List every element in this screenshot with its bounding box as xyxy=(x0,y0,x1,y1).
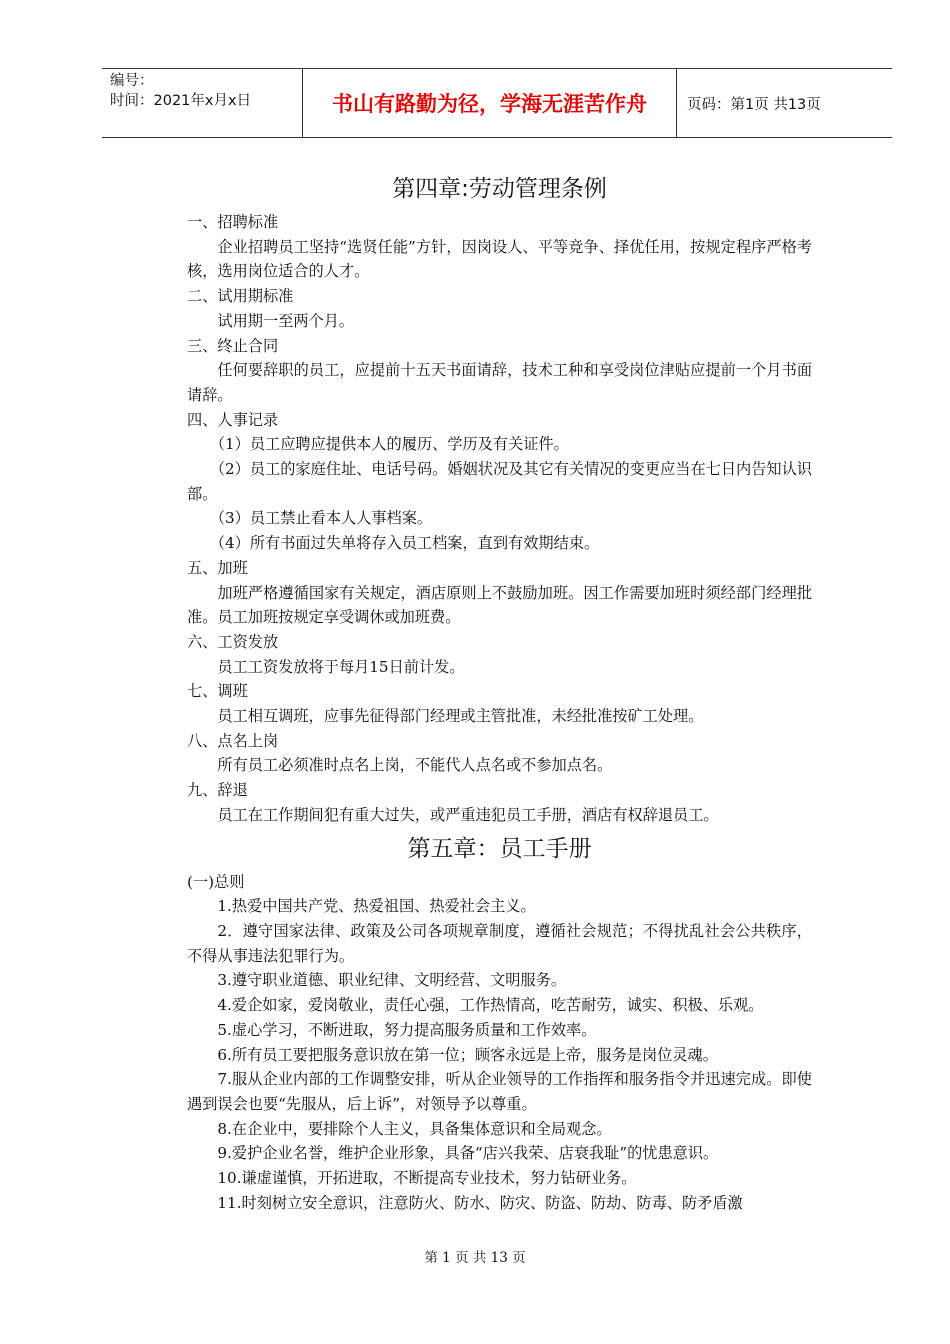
chapter-5-section-heading: (一)总则 xyxy=(187,872,245,891)
section-paragraph: 员工相互调班，应事先征得部门经理或主管批准，未经批准按矿工处理。 xyxy=(217,707,704,726)
chapter-5-title: 第五章：员工手册 xyxy=(407,835,592,862)
section-paragraph: 员工在工作期间犯有重大过失，或严重违犯员工手册，酒店有权辞退员工。 xyxy=(217,805,719,824)
section-heading: 五、加班 xyxy=(187,558,248,577)
document-body xyxy=(187,168,812,1215)
chapter-5-items xyxy=(187,894,812,1215)
header-meta-cell xyxy=(102,69,303,137)
section-paragraph: 加班严格遵循国家有关规定，酒店原则上不鼓励加班。因工作需要加班时须经部门经理批准。员工加班按规定享受调休或加班费。 xyxy=(187,583,812,627)
list-item: 8.在企业中，要排除个人主义，具备集体意识和全局观念。 xyxy=(217,1119,612,1138)
chapter-4-sections xyxy=(187,210,812,828)
section-heading: 八、点名上岗 xyxy=(187,731,279,750)
section-heading: 七、调班 xyxy=(187,682,248,701)
section-paragraph: 企业招聘员工坚持“选贤任能”方针，因岗设人、平等竞争、择优任用，按规定程序严格考核，选用岗位适合的人才。 xyxy=(187,237,812,281)
list-item: （3）员工禁止看本人人事档案。 xyxy=(209,509,433,528)
chapter-4-title: 第四章:劳动管理条例 xyxy=(392,176,607,202)
section-heading: 一、招聘标准 xyxy=(187,213,279,231)
list-item: 5.虚心学习，不断进取，努力提高服务质量和工作效率。 xyxy=(217,1020,597,1039)
section-paragraph: 任何要辞职的员工，应提前十五天书面请辞，技术工种和享受岗位津贴应提前一个月书面请辞。 xyxy=(187,361,812,404)
section-paragraph: 所有员工必须准时点名上岗，不能代人点名或不参加点名。 xyxy=(217,756,613,775)
section-heading: 六、工资发放 xyxy=(187,632,279,651)
section-paragraph: 试用期一至两个月。 xyxy=(217,311,355,330)
list-item: 7.服从企业内部的工作调整安排，听从企业领导的工作指挥和服务指令并迅速完成。即使遇到误会也要“先服从，后上诉”，对领导予以尊重。 xyxy=(187,1070,812,1113)
page-header xyxy=(102,68,892,138)
list-item: （1）员工应聘应提供本人的履历、学历及有关证件。 xyxy=(209,435,569,454)
section-paragraph: 员工工资发放将于每月15日前计发。 xyxy=(217,657,465,676)
list-item: 11.时刻树立安全意识，注意防火、防水、防灾、防盗、防劫、防毒、防矛盾激 xyxy=(217,1193,743,1212)
section-heading: 二、试用期标准 xyxy=(187,287,294,306)
header-motto: 书山有路勤为径，学海无涯苦作舟 xyxy=(303,69,677,137)
list-item: 3.遵守职业道德、职业纪律、文明经营、文明服务。 xyxy=(217,971,567,990)
header-page-info: 页码：第1页 共13页 xyxy=(687,96,821,113)
section-heading: 九、辞退 xyxy=(187,781,248,800)
list-item: （2）员工的家庭住址、电话号码。婚姻状况及其它有关情况的变更应当在七日内告知认识部。 xyxy=(187,460,812,503)
section-heading: 三、终止合同 xyxy=(187,336,279,355)
section-heading: 四、人事记录 xyxy=(187,410,279,429)
list-item: 4.爱企如家，爱岗敬业，责任心强，工作热情高，吃苦耐劳，诚实、积极、乐观。 xyxy=(217,996,764,1015)
list-item: （4）所有书面过失单将存入员工档案，直到有效期结束。 xyxy=(209,534,600,553)
number-label: 编号： xyxy=(110,73,154,89)
list-item: 9.爱护企业名誉，维护企业形象，具备“店兴我荣、店衰我耻”的忧患意识。 xyxy=(217,1144,719,1163)
time-label: 时间：2021年x月x日 xyxy=(110,93,252,109)
list-item: 1.热爱中国共产党、热爱祖国、热爱社会主义。 xyxy=(217,897,536,916)
page-footer: 第 1 页 共 13 页 xyxy=(424,1250,526,1266)
list-item: 6.所有员工要把服务意识放在第一位；顾客永远是上帝，服务是岗位灵魂。 xyxy=(217,1045,718,1064)
list-item: 10.谦虚谨慎，开拓进取，不断提高专业技术，努力钻研业务。 xyxy=(217,1169,637,1188)
list-item: 2．遵守国家法律、政策及公司各项规章制度，遵循社会规范；不得扰乱社会公共秩序，不得从事违法犯罪行为。 xyxy=(187,921,812,965)
